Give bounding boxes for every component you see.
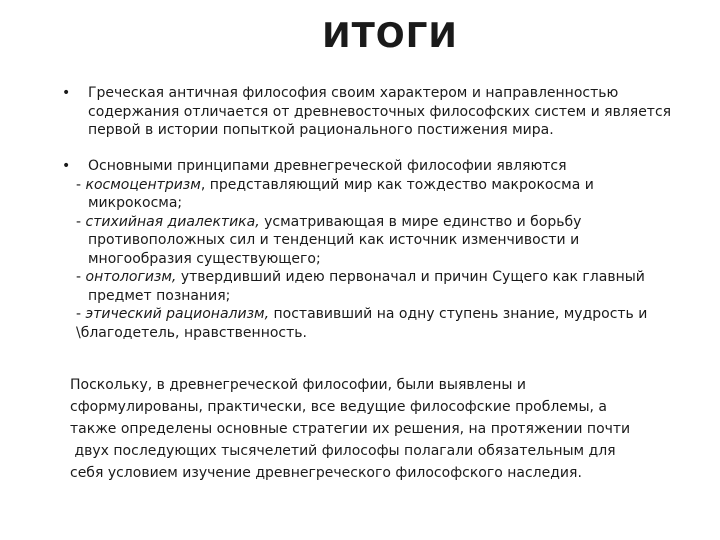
principle-term: космоцентризм xyxy=(85,176,201,193)
principle-term: стихийная диалектика, xyxy=(85,213,260,230)
principle-item xyxy=(76,268,712,287)
principle-continuation: многообразия существующего; xyxy=(88,250,321,267)
bullet-text xyxy=(76,157,712,342)
conclusion-line: двух последующих тысячелетий философы полагали обязательным для xyxy=(70,443,616,459)
bullet-line: содержания отличается от древневосточных философских систем и является xyxy=(88,103,672,120)
principle-continuation: противоположных сил и тенденций как источник изменчивости и xyxy=(88,232,580,248)
principle-item xyxy=(76,213,712,232)
conclusion-line: также определены основные стратегии их решения, на протяжении почти xyxy=(70,421,631,437)
principle-dash: - xyxy=(76,213,86,230)
principle-term: этический рационализм, xyxy=(85,306,270,322)
principle-continuation: микрокосма; xyxy=(88,195,183,211)
principle-continuation: \благодетель, нравственность. xyxy=(76,324,307,341)
principle-text: , представляющий мир как тождество макрокосма и xyxy=(200,176,594,193)
slide-title: ИТОГИ xyxy=(322,16,458,56)
principle-term: онтологизм, xyxy=(85,269,177,285)
principle-text: поставивший на одну ступень знание, мудрость и xyxy=(269,306,648,322)
conclusion-line: себя условием изучение древнегреческого философского наследия. xyxy=(70,465,582,481)
principle-dash: - xyxy=(76,269,86,285)
bullet-item-2 xyxy=(62,157,712,342)
bullet-line: первой в истории попыткой рационального постижения мира. xyxy=(88,122,554,138)
principle-text: усматривающая в мире единство и борьбу xyxy=(259,213,582,230)
principle-dash: - xyxy=(76,306,86,322)
conclusion-paragraph xyxy=(70,374,710,484)
bullet-intro: Основными принципами древнегреческой философии являются xyxy=(88,158,567,174)
principle-item xyxy=(76,305,712,324)
bullet-text xyxy=(88,84,712,140)
conclusion-line: сформулированы, практически, все ведущие философские проблемы, а xyxy=(70,399,607,415)
bullet-icon: • xyxy=(62,85,71,101)
conclusion-line: Поскольку, в древнегреческой философии, были выявлены и xyxy=(70,377,526,393)
bullet-line: Греческая античная философия своим характером и направленностью xyxy=(88,85,619,101)
principle-item xyxy=(76,176,712,195)
principle-text: утвердивший идею первоначал и причин Сущего как главный xyxy=(176,269,645,285)
bullet-icon: • xyxy=(62,158,71,174)
principle-dash: - xyxy=(76,176,86,193)
bullet-item-1 xyxy=(62,84,712,140)
principle-continuation: предмет познания; xyxy=(88,287,231,304)
